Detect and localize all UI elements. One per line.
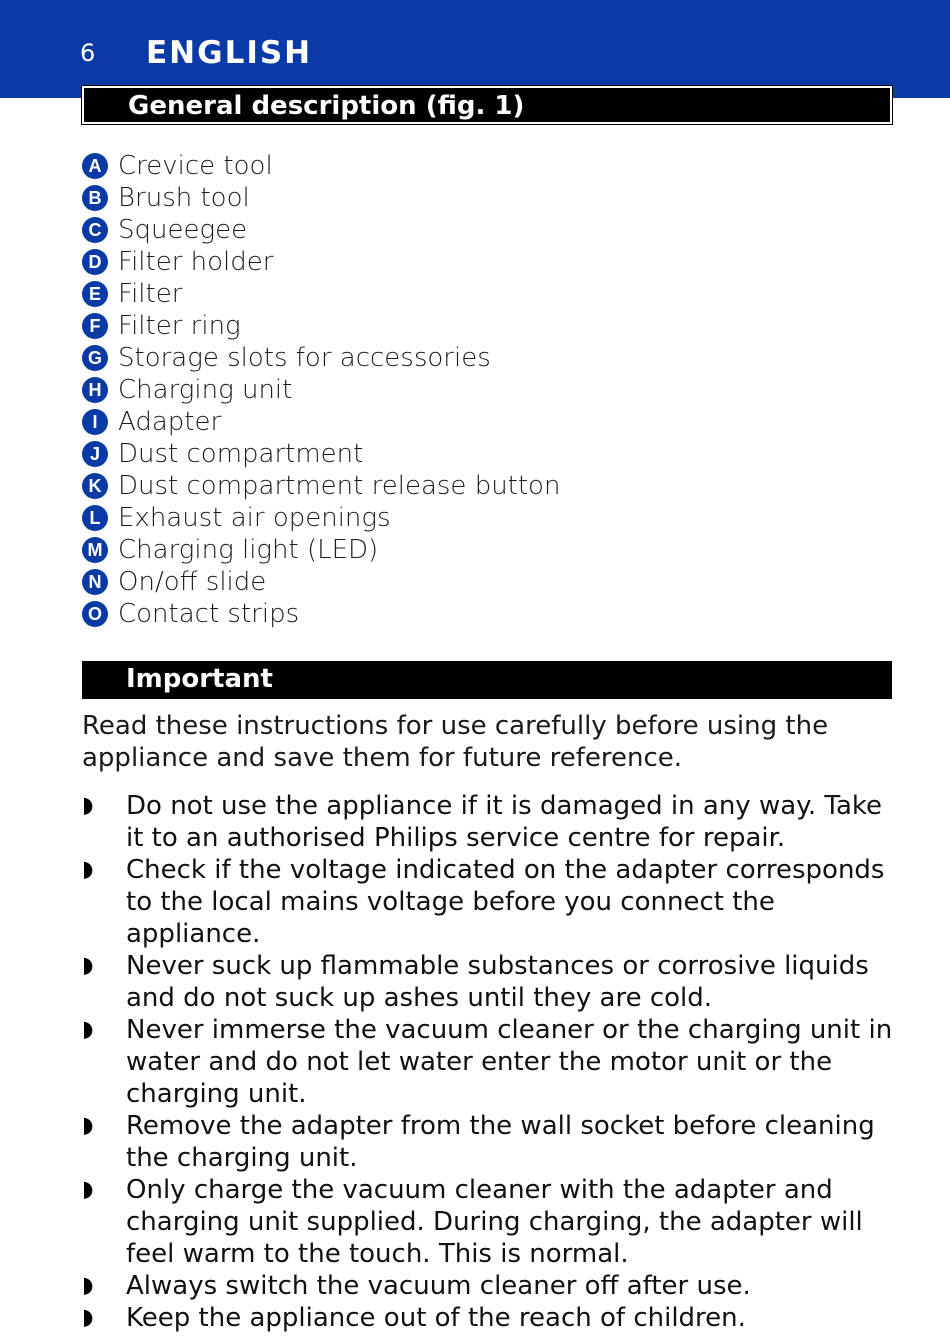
letter-badge-icon: G	[82, 345, 108, 371]
part-label: Filter ring	[118, 311, 241, 341]
section-bar-important	[82, 661, 892, 699]
warning-text: Remove the adapter from the wall socket before cleaning the charging unit.	[126, 1111, 875, 1173]
language-title: ENGLISH	[146, 35, 313, 71]
warning-text: Keep the appliance out of the reach of children.	[126, 1303, 746, 1333]
triangle-bullet-icon: ◗	[82, 1305, 94, 1330]
warning-item	[82, 790, 902, 854]
letter-badge-icon: J	[82, 441, 108, 467]
part-item	[82, 278, 560, 310]
warning-text: Check if the voltage indicated on the adapter corresponds to the local mains voltage before you connect the appliance.	[126, 855, 885, 949]
letter-badge-icon: D	[82, 249, 108, 275]
warning-item	[82, 950, 902, 1014]
part-label: On/off slide	[118, 567, 267, 597]
part-item	[82, 438, 560, 470]
part-item	[82, 406, 560, 438]
letter-badge-icon: B	[82, 185, 108, 211]
warning-text: Only charge the vacuum cleaner with the adapter and charging unit supplied. During charging, the adapter will feel warm to the touch. This is normal.	[126, 1175, 863, 1269]
part-item	[82, 150, 560, 182]
part-item	[82, 374, 560, 406]
letter-badge-icon: L	[82, 505, 108, 531]
section-title-general-description: General description (fig. 1)	[128, 91, 525, 121]
warning-item	[82, 1174, 902, 1270]
triangle-bullet-icon: ◗	[82, 1273, 94, 1298]
important-intro: Read these instructions for use carefully before using the appliance and save them for future reference.	[82, 711, 829, 773]
part-label: Adapter	[118, 407, 222, 437]
letter-badge-icon: I	[82, 409, 108, 435]
warning-item	[82, 1302, 902, 1334]
warning-text: Never suck up flammable substances or corrosive liquids and do not suck up ashes until they are cold.	[126, 951, 869, 1013]
part-item	[82, 470, 560, 502]
part-item	[82, 566, 560, 598]
part-label: Charging light (LED)	[118, 535, 379, 565]
part-item	[82, 182, 560, 214]
parts-list	[82, 150, 560, 630]
warning-text: Do not use the appliance if it is damaged in any way. Take it to an authorised Philips service centre for repair.	[126, 791, 883, 853]
warnings-list	[82, 790, 902, 1334]
part-label: Exhaust air openings	[118, 503, 391, 533]
part-item	[82, 342, 560, 374]
part-item	[82, 598, 560, 630]
part-label: Squeegee	[118, 215, 248, 245]
part-label: Filter	[118, 279, 183, 309]
part-label: Crevice tool	[118, 151, 273, 181]
warning-text: Never immerse the vacuum cleaner or the charging unit in water and do not let water enter the motor unit or the charging unit.	[126, 1015, 893, 1109]
triangle-bullet-icon: ◗	[82, 1017, 94, 1042]
warning-item	[82, 1110, 902, 1174]
letter-badge-icon: C	[82, 217, 108, 243]
section-title-important: Important	[126, 664, 273, 694]
section-bar-general-description	[82, 86, 892, 124]
letter-badge-icon: E	[82, 281, 108, 307]
triangle-bullet-icon: ◗	[82, 1177, 94, 1202]
part-item	[82, 214, 560, 246]
warning-text: Always switch the vacuum cleaner off after use.	[126, 1271, 751, 1301]
letter-badge-icon: H	[82, 377, 108, 403]
part-label: Brush tool	[118, 183, 250, 213]
part-label: Storage slots for accessories	[118, 343, 491, 373]
warning-item	[82, 1270, 902, 1302]
letter-badge-icon: F	[82, 313, 108, 339]
part-label: Contact strips	[118, 599, 300, 629]
part-item	[82, 246, 560, 278]
part-label: Charging unit	[118, 375, 293, 405]
triangle-bullet-icon: ◗	[82, 1113, 94, 1138]
letter-badge-icon: A	[82, 153, 108, 179]
warning-item	[82, 854, 902, 950]
triangle-bullet-icon: ◗	[82, 857, 94, 882]
letter-badge-icon: O	[82, 601, 108, 627]
part-item	[82, 534, 560, 566]
triangle-bullet-icon: ◗	[82, 793, 94, 818]
part-label: Filter holder	[118, 247, 274, 277]
page-number: 6	[80, 39, 96, 67]
part-label: Dust compartment	[118, 439, 364, 469]
part-item	[82, 502, 560, 534]
letter-badge-icon: K	[82, 473, 108, 499]
letter-badge-icon: M	[82, 537, 108, 563]
header-band	[0, 0, 950, 98]
letter-badge-icon: N	[82, 569, 108, 595]
warning-item	[82, 1014, 902, 1110]
part-item	[82, 310, 560, 342]
part-label: Dust compartment release button	[118, 471, 561, 501]
triangle-bullet-icon: ◗	[82, 953, 94, 978]
